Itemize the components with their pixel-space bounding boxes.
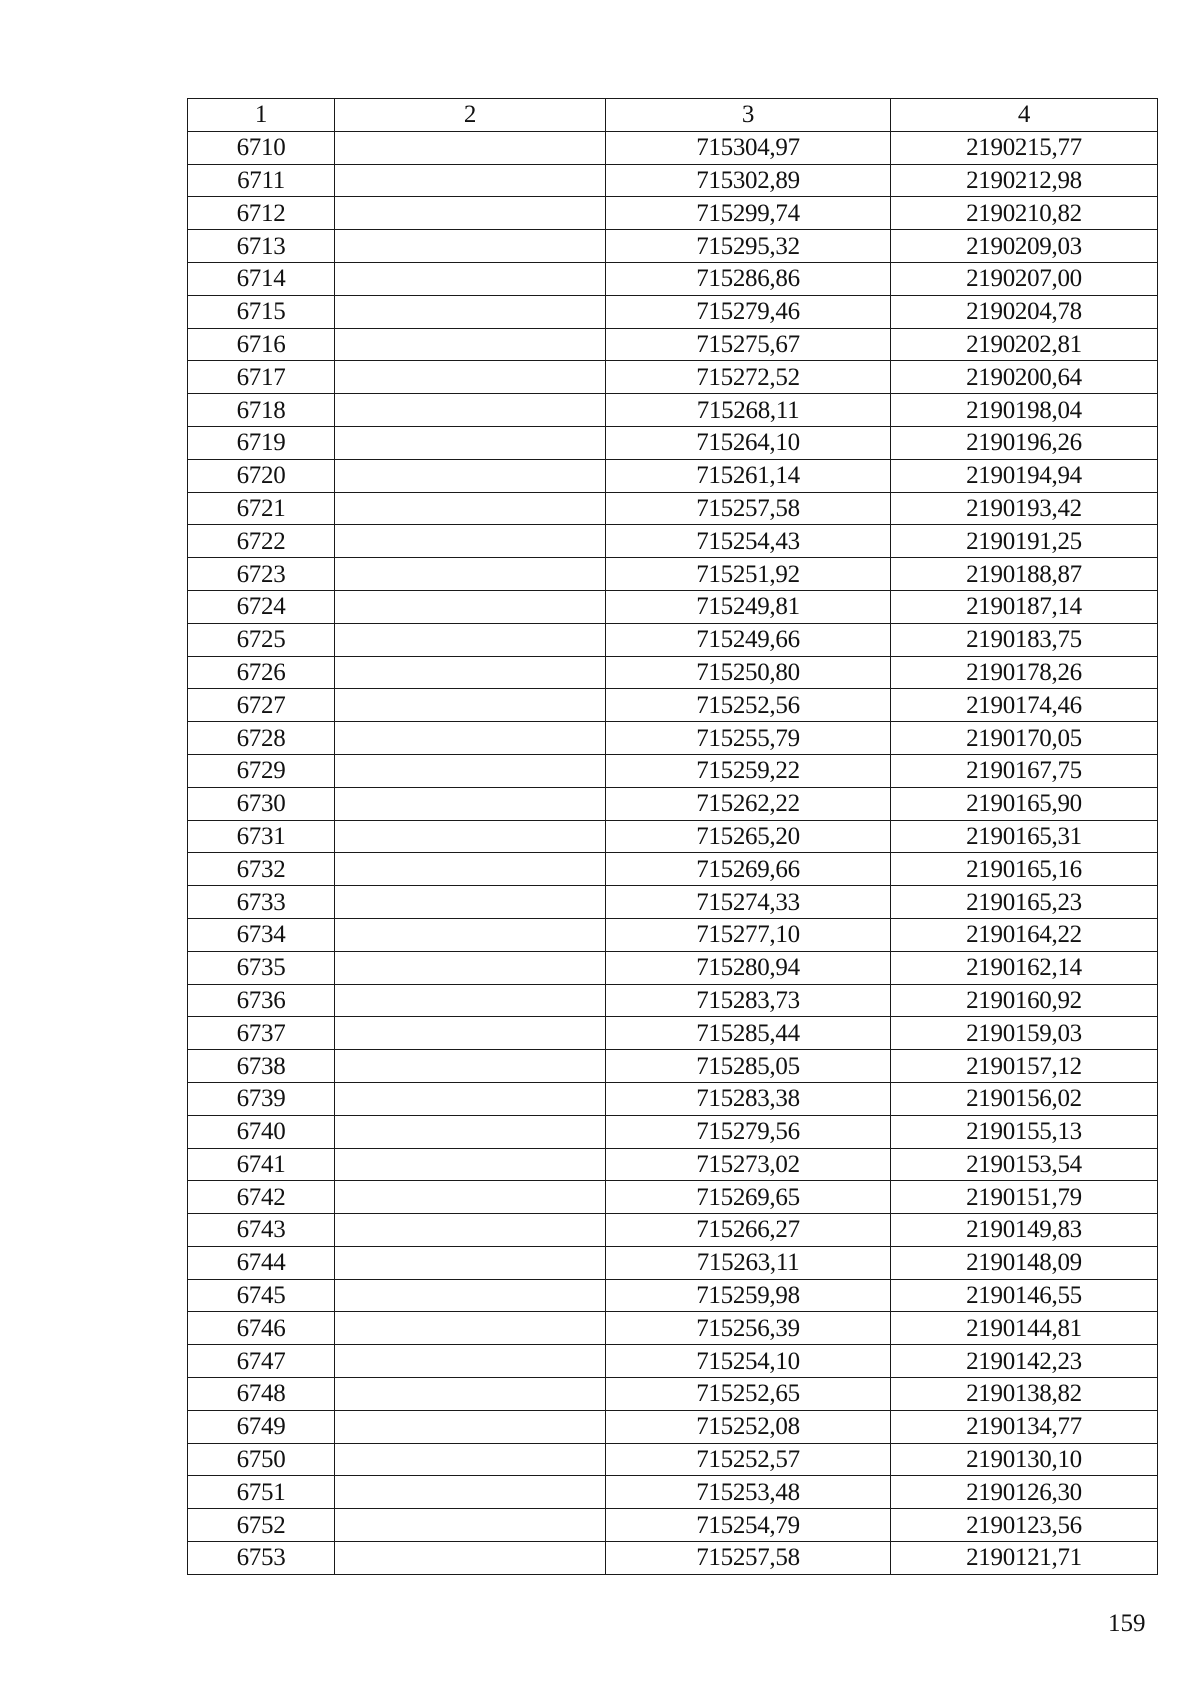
point-number-cell: 6718 [188, 394, 335, 427]
table-row [188, 525, 1158, 558]
description-cell [335, 1542, 606, 1575]
x-coordinate-cell: 715299,74 [606, 197, 891, 230]
x-coordinate-cell: 715279,56 [606, 1115, 891, 1148]
y-coordinate-cell: 2190123,56 [891, 1509, 1158, 1542]
point-number-cell: 6732 [188, 853, 335, 886]
x-coordinate-cell: 715280,94 [606, 951, 891, 984]
y-coordinate-cell: 2190134,77 [891, 1410, 1158, 1443]
x-coordinate-cell: 715269,65 [606, 1181, 891, 1214]
y-coordinate-cell: 2190196,26 [891, 426, 1158, 459]
table-row [188, 361, 1158, 394]
table-row [188, 295, 1158, 328]
point-number-cell: 6727 [188, 689, 335, 722]
description-cell [335, 656, 606, 689]
point-number-cell: 6712 [188, 197, 335, 230]
description-cell [335, 590, 606, 623]
x-coordinate-cell: 715250,80 [606, 656, 891, 689]
description-cell [335, 262, 606, 295]
x-coordinate-cell: 715265,20 [606, 820, 891, 853]
description-cell [335, 295, 606, 328]
point-number-cell: 6724 [188, 590, 335, 623]
x-coordinate-cell: 715257,58 [606, 492, 891, 525]
x-coordinate-cell: 715286,86 [606, 262, 891, 295]
page-number: 159 [1108, 1610, 1146, 1637]
description-cell [335, 1181, 606, 1214]
y-coordinate-cell: 2190183,75 [891, 623, 1158, 656]
description-cell [335, 623, 606, 656]
x-coordinate-cell: 715254,43 [606, 525, 891, 558]
description-cell [335, 1476, 606, 1509]
table-row [188, 623, 1158, 656]
y-coordinate-cell: 2190153,54 [891, 1148, 1158, 1181]
x-coordinate-cell: 715285,44 [606, 1017, 891, 1050]
table-row [188, 754, 1158, 787]
x-coordinate-cell: 715273,02 [606, 1148, 891, 1181]
y-coordinate-cell: 2190194,94 [891, 459, 1158, 492]
y-coordinate-cell: 2190191,25 [891, 525, 1158, 558]
x-coordinate-cell: 715259,98 [606, 1279, 891, 1312]
y-coordinate-cell: 2190204,78 [891, 295, 1158, 328]
point-number-cell: 6747 [188, 1345, 335, 1378]
y-coordinate-cell: 2190170,05 [891, 722, 1158, 755]
column-header-4: 4 [891, 99, 1158, 132]
description-cell [335, 754, 606, 787]
y-coordinate-cell: 2190157,12 [891, 1050, 1158, 1083]
y-coordinate-cell: 2190162,14 [891, 951, 1158, 984]
table-row [188, 394, 1158, 427]
y-coordinate-cell: 2190209,03 [891, 230, 1158, 263]
y-coordinate-cell: 2190210,82 [891, 197, 1158, 230]
point-number-cell: 6737 [188, 1017, 335, 1050]
y-coordinate-cell: 2190142,23 [891, 1345, 1158, 1378]
table-row [188, 1181, 1158, 1214]
x-coordinate-cell: 715249,66 [606, 623, 891, 656]
table-row [188, 853, 1158, 886]
description-cell [335, 1115, 606, 1148]
point-number-cell: 6722 [188, 525, 335, 558]
description-cell [335, 164, 606, 197]
description-cell [335, 1279, 606, 1312]
table-row [188, 1509, 1158, 1542]
table-row [188, 918, 1158, 951]
column-header-3: 3 [606, 99, 891, 132]
coordinates-table [187, 98, 1158, 1575]
description-cell [335, 394, 606, 427]
table-row [188, 1082, 1158, 1115]
y-coordinate-cell: 2190165,90 [891, 787, 1158, 820]
description-cell [335, 230, 606, 263]
point-number-cell: 6735 [188, 951, 335, 984]
y-coordinate-cell: 2190167,75 [891, 754, 1158, 787]
table-row [188, 1378, 1158, 1411]
point-number-cell: 6730 [188, 787, 335, 820]
x-coordinate-cell: 715274,33 [606, 886, 891, 919]
y-coordinate-cell: 2190164,22 [891, 918, 1158, 951]
table-row [188, 590, 1158, 623]
point-number-cell: 6749 [188, 1410, 335, 1443]
description-cell [335, 197, 606, 230]
x-coordinate-cell: 715266,27 [606, 1214, 891, 1247]
table-row [188, 459, 1158, 492]
x-coordinate-cell: 715252,56 [606, 689, 891, 722]
point-number-cell: 6731 [188, 820, 335, 853]
header-row [188, 99, 1158, 132]
description-cell [335, 1443, 606, 1476]
x-coordinate-cell: 715262,22 [606, 787, 891, 820]
y-coordinate-cell: 2190174,46 [891, 689, 1158, 722]
point-number-cell: 6710 [188, 131, 335, 164]
x-coordinate-cell: 715255,79 [606, 722, 891, 755]
table-row [188, 951, 1158, 984]
table-row [188, 1115, 1158, 1148]
description-cell [335, 131, 606, 164]
column-header-1: 1 [188, 99, 335, 132]
x-coordinate-cell: 715257,58 [606, 1542, 891, 1575]
description-cell [335, 492, 606, 525]
point-number-cell: 6717 [188, 361, 335, 394]
description-cell [335, 918, 606, 951]
table-row [188, 1476, 1158, 1509]
x-coordinate-cell: 715252,08 [606, 1410, 891, 1443]
y-coordinate-cell: 2190187,14 [891, 590, 1158, 623]
point-number-cell: 6734 [188, 918, 335, 951]
y-coordinate-cell: 2190126,30 [891, 1476, 1158, 1509]
x-coordinate-cell: 715253,48 [606, 1476, 891, 1509]
table-row [188, 656, 1158, 689]
x-coordinate-cell: 715256,39 [606, 1312, 891, 1345]
description-cell [335, 1148, 606, 1181]
point-number-cell: 6753 [188, 1542, 335, 1575]
point-number-cell: 6744 [188, 1246, 335, 1279]
description-cell [335, 1509, 606, 1542]
y-coordinate-cell: 2190207,00 [891, 262, 1158, 295]
table-row [188, 1279, 1158, 1312]
table-row [188, 787, 1158, 820]
point-number-cell: 6738 [188, 1050, 335, 1083]
point-number-cell: 6711 [188, 164, 335, 197]
description-cell [335, 1082, 606, 1115]
x-coordinate-cell: 715252,65 [606, 1378, 891, 1411]
description-cell [335, 328, 606, 361]
table-row [188, 1312, 1158, 1345]
point-number-cell: 6736 [188, 984, 335, 1017]
table-row [188, 1017, 1158, 1050]
x-coordinate-cell: 715283,38 [606, 1082, 891, 1115]
description-cell [335, 820, 606, 853]
x-coordinate-cell: 715264,10 [606, 426, 891, 459]
description-cell [335, 361, 606, 394]
x-coordinate-cell: 715254,10 [606, 1345, 891, 1378]
table-row [188, 1214, 1158, 1247]
point-number-cell: 6713 [188, 230, 335, 263]
table-row [188, 558, 1158, 591]
x-coordinate-cell: 715263,11 [606, 1246, 891, 1279]
x-coordinate-cell: 715269,66 [606, 853, 891, 886]
y-coordinate-cell: 2190138,82 [891, 1378, 1158, 1411]
description-cell [335, 459, 606, 492]
point-number-cell: 6733 [188, 886, 335, 919]
description-cell [335, 787, 606, 820]
x-coordinate-cell: 715304,97 [606, 131, 891, 164]
table-row [188, 1345, 1158, 1378]
x-coordinate-cell: 715249,81 [606, 590, 891, 623]
table-row [188, 426, 1158, 459]
y-coordinate-cell: 2190188,87 [891, 558, 1158, 591]
point-number-cell: 6748 [188, 1378, 335, 1411]
description-cell [335, 853, 606, 886]
point-number-cell: 6728 [188, 722, 335, 755]
description-cell [335, 1050, 606, 1083]
x-coordinate-cell: 715251,92 [606, 558, 891, 591]
point-number-cell: 6723 [188, 558, 335, 591]
point-number-cell: 6716 [188, 328, 335, 361]
table-row [188, 689, 1158, 722]
x-coordinate-cell: 715302,89 [606, 164, 891, 197]
point-number-cell: 6726 [188, 656, 335, 689]
table-row [188, 328, 1158, 361]
x-coordinate-cell: 715252,57 [606, 1443, 891, 1476]
x-coordinate-cell: 715285,05 [606, 1050, 891, 1083]
point-number-cell: 6720 [188, 459, 335, 492]
y-coordinate-cell: 2190165,23 [891, 886, 1158, 919]
point-number-cell: 6743 [188, 1214, 335, 1247]
point-number-cell: 6746 [188, 1312, 335, 1345]
point-number-cell: 6714 [188, 262, 335, 295]
point-number-cell: 6745 [188, 1279, 335, 1312]
point-number-cell: 6742 [188, 1181, 335, 1214]
description-cell [335, 1246, 606, 1279]
table-row [188, 1542, 1158, 1575]
point-number-cell: 6739 [188, 1082, 335, 1115]
x-coordinate-cell: 715272,52 [606, 361, 891, 394]
y-coordinate-cell: 2190156,02 [891, 1082, 1158, 1115]
description-cell [335, 1017, 606, 1050]
x-coordinate-cell: 715268,11 [606, 394, 891, 427]
x-coordinate-cell: 715261,14 [606, 459, 891, 492]
x-coordinate-cell: 715259,22 [606, 754, 891, 787]
y-coordinate-cell: 2190155,13 [891, 1115, 1158, 1148]
description-cell [335, 525, 606, 558]
x-coordinate-cell: 715254,79 [606, 1509, 891, 1542]
description-cell [335, 426, 606, 459]
y-coordinate-cell: 2190165,16 [891, 853, 1158, 886]
y-coordinate-cell: 2190151,79 [891, 1181, 1158, 1214]
x-coordinate-cell: 715277,10 [606, 918, 891, 951]
y-coordinate-cell: 2190178,26 [891, 656, 1158, 689]
y-coordinate-cell: 2190146,55 [891, 1279, 1158, 1312]
y-coordinate-cell: 2190200,64 [891, 361, 1158, 394]
table-row [188, 1410, 1158, 1443]
table-row [188, 886, 1158, 919]
table-body [188, 131, 1158, 1574]
point-number-cell: 6751 [188, 1476, 335, 1509]
y-coordinate-cell: 2190165,31 [891, 820, 1158, 853]
y-coordinate-cell: 2190193,42 [891, 492, 1158, 525]
point-number-cell: 6719 [188, 426, 335, 459]
y-coordinate-cell: 2190215,77 [891, 131, 1158, 164]
description-cell [335, 1378, 606, 1411]
point-number-cell: 6752 [188, 1509, 335, 1542]
x-coordinate-cell: 715295,32 [606, 230, 891, 263]
table-row [188, 820, 1158, 853]
table-row [188, 1050, 1158, 1083]
description-cell [335, 1410, 606, 1443]
table-row [188, 492, 1158, 525]
description-cell [335, 1345, 606, 1378]
description-cell [335, 984, 606, 1017]
x-coordinate-cell: 715279,46 [606, 295, 891, 328]
description-cell [335, 558, 606, 591]
table-row [188, 164, 1158, 197]
y-coordinate-cell: 2190121,71 [891, 1542, 1158, 1575]
y-coordinate-cell: 2190144,81 [891, 1312, 1158, 1345]
x-coordinate-cell: 715283,73 [606, 984, 891, 1017]
column-header-2: 2 [335, 99, 606, 132]
point-number-cell: 6741 [188, 1148, 335, 1181]
description-cell [335, 1312, 606, 1345]
y-coordinate-cell: 2190148,09 [891, 1246, 1158, 1279]
point-number-cell: 6750 [188, 1443, 335, 1476]
table-row [188, 1443, 1158, 1476]
description-cell [335, 689, 606, 722]
point-number-cell: 6715 [188, 295, 335, 328]
y-coordinate-cell: 2190198,04 [891, 394, 1158, 427]
y-coordinate-cell: 2190159,03 [891, 1017, 1158, 1050]
y-coordinate-cell: 2190202,81 [891, 328, 1158, 361]
table-row [188, 1246, 1158, 1279]
description-cell [335, 1214, 606, 1247]
table-row [188, 262, 1158, 295]
description-cell [335, 951, 606, 984]
table-row [188, 230, 1158, 263]
point-number-cell: 6721 [188, 492, 335, 525]
table-row [188, 984, 1158, 1017]
y-coordinate-cell: 2190212,98 [891, 164, 1158, 197]
y-coordinate-cell: 2190130,10 [891, 1443, 1158, 1476]
y-coordinate-cell: 2190149,83 [891, 1214, 1158, 1247]
point-number-cell: 6740 [188, 1115, 335, 1148]
table-row [188, 1148, 1158, 1181]
point-number-cell: 6725 [188, 623, 335, 656]
table-row [188, 722, 1158, 755]
y-coordinate-cell: 2190160,92 [891, 984, 1158, 1017]
table-row [188, 197, 1158, 230]
description-cell [335, 886, 606, 919]
description-cell [335, 722, 606, 755]
table-row [188, 131, 1158, 164]
x-coordinate-cell: 715275,67 [606, 328, 891, 361]
point-number-cell: 6729 [188, 754, 335, 787]
